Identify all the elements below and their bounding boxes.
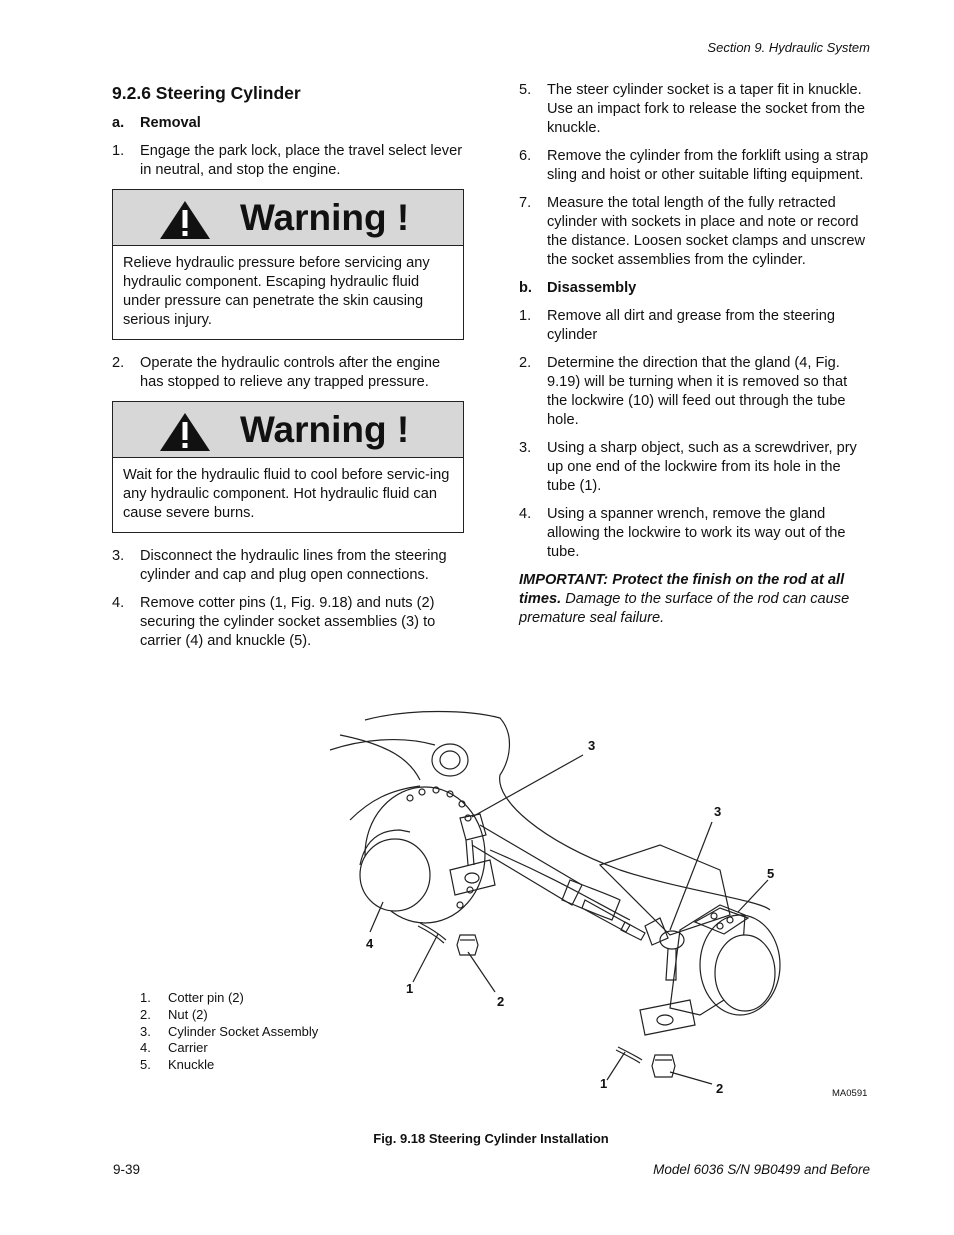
left-column bbox=[112, 82, 464, 660]
important-body: Damage to the surface of the rod can cause premature seal failure. bbox=[519, 591, 850, 626]
step-item bbox=[112, 354, 464, 392]
legend-text: Knuckle bbox=[168, 1057, 215, 1073]
step-text: Remove the cylinder from the forklift using a strap sling and hoist or other suitable lifting equipment. bbox=[547, 148, 869, 183]
step-item bbox=[519, 505, 871, 562]
legend-number: 4. bbox=[140, 1040, 151, 1056]
legend-item bbox=[140, 990, 318, 1007]
legend-text: Cotter pin (2) bbox=[168, 990, 244, 1005]
step-text: Using a sharp object, such as a screwdriver, pry up one end of the lockwire from its hole in the tube (1). bbox=[547, 440, 857, 494]
step-item bbox=[519, 81, 871, 138]
model-footer: Model 6036 S/N 9B0499 and Before bbox=[653, 1162, 870, 1177]
subhead-label: Disassembly bbox=[547, 280, 637, 296]
legend-item bbox=[140, 1024, 318, 1041]
important-note bbox=[519, 571, 871, 628]
legend-number: 1. bbox=[140, 990, 151, 1005]
important-lead: IMPORTANT: Protect the finish on the rod at all times. bbox=[519, 572, 845, 607]
figure-code: MA0591 bbox=[832, 1088, 868, 1099]
warning-title: Warning ! bbox=[240, 409, 410, 450]
step-number: 3. bbox=[519, 440, 532, 456]
legend-number: 2. bbox=[140, 1006, 151, 1022]
subhead-letter: b. bbox=[519, 280, 532, 296]
step-number: 3. bbox=[112, 548, 125, 564]
callout-1: 1 bbox=[406, 981, 414, 996]
legend-number: 5. bbox=[140, 1057, 151, 1073]
step-number: 6. bbox=[519, 148, 532, 164]
warning-box bbox=[112, 401, 464, 533]
page-number: 9-39 bbox=[113, 1162, 141, 1177]
step-number: 4. bbox=[519, 506, 532, 522]
legend-item bbox=[140, 1007, 318, 1024]
step-text: Remove all dirt and grease from the steering cylinder bbox=[547, 308, 835, 343]
step-item bbox=[112, 594, 464, 651]
step-text: Operate the hydraulic controls after the engine has stopped to relieve any trapped pressure. bbox=[140, 355, 441, 390]
step-number: 5. bbox=[519, 82, 532, 98]
steering-cylinder-illustration bbox=[300, 690, 900, 1110]
step-number: 1. bbox=[519, 308, 532, 324]
subhead-letter: a. bbox=[112, 115, 125, 131]
step-text: Using a spanner wrench, remove the gland allowing the lockwire to work its way out of the tube. bbox=[547, 506, 846, 560]
callout-4: 4 bbox=[366, 936, 374, 951]
legend-item bbox=[140, 1057, 318, 1074]
warning-title: Warning ! bbox=[240, 197, 410, 238]
callout-3: 3 bbox=[714, 804, 722, 819]
subhead-removal bbox=[112, 114, 464, 133]
section-title: 9.2.6 Steering Cylinder bbox=[112, 83, 301, 103]
warning-text: Relieve hydraulic pressure before servicing any hydraulic component. Escaping hydraulic fluid under pressure can penetrate the skin causing serious injury. bbox=[123, 255, 430, 328]
callout-2: 2 bbox=[716, 1081, 724, 1096]
step-text: The steer cylinder socket is a taper fit in knuckle. Use an impact fork to release the socket from the knuckle. bbox=[547, 82, 865, 136]
callout-5: 5 bbox=[767, 866, 775, 881]
step-number: 7. bbox=[519, 195, 532, 211]
warning-triangle-icon bbox=[159, 200, 211, 240]
subhead-disassembly bbox=[519, 279, 871, 298]
legend-text: Carrier bbox=[168, 1040, 208, 1056]
callout-1: 1 bbox=[600, 1076, 608, 1091]
step-text: Disconnect the hydraulic lines from the steering cylinder and cap and plug open connections. bbox=[140, 548, 447, 583]
warning-banner bbox=[113, 190, 463, 246]
step-text: Engage the park lock, place the travel select lever in neutral, and stop the engine. bbox=[140, 143, 463, 178]
callout-2: 2 bbox=[497, 994, 505, 1009]
warning-box bbox=[112, 189, 464, 340]
step-number: 4. bbox=[112, 595, 125, 611]
step-item bbox=[519, 307, 871, 345]
step-text: Remove cotter pins (1, Fig. 9.18) and nuts (2) securing the cylinder socket assemblies (3) to carrier (4) and knuckle (5). bbox=[140, 595, 436, 649]
step-number: 2. bbox=[519, 355, 532, 371]
step-item bbox=[519, 439, 871, 496]
figure-legend bbox=[140, 990, 318, 1074]
step-item bbox=[112, 547, 464, 585]
step-number: 1. bbox=[112, 143, 125, 159]
step-text: Measure the total length of the fully retracted cylinder with sockets in place and note or record the distance. Loosen socket clamps and unscrew the socket assemblies from the cylinder. bbox=[547, 195, 865, 268]
step-item bbox=[519, 147, 871, 185]
callout-3: 3 bbox=[588, 738, 596, 753]
legend-item bbox=[140, 1040, 318, 1057]
warning-triangle-icon bbox=[159, 412, 211, 452]
step-item bbox=[519, 194, 871, 270]
step-item bbox=[519, 354, 871, 430]
running-header: Section 9. Hydraulic System bbox=[707, 40, 870, 55]
subhead-label: Removal bbox=[140, 115, 201, 131]
step-item bbox=[112, 142, 464, 180]
figure-caption: Fig. 9.18 Steering Cylinder Installation bbox=[373, 1131, 609, 1146]
legend-text: Cylinder Socket Assembly bbox=[168, 1023, 319, 1039]
step-number: 2. bbox=[112, 355, 125, 371]
legend-text: Nut (2) bbox=[168, 1006, 208, 1022]
warning-banner bbox=[113, 402, 463, 458]
right-column bbox=[519, 81, 871, 628]
step-text: Determine the direction that the gland (4, Fig. 9.19) will be turning when it is removed so that the lockwire (10) will feed out through the tube hole. bbox=[547, 355, 848, 428]
legend-number: 3. bbox=[140, 1023, 151, 1039]
warning-text: Wait for the hydraulic fluid to cool before servic-ing any hydraulic component. Hot hydraulic fluid can cause severe burns. bbox=[123, 467, 450, 521]
